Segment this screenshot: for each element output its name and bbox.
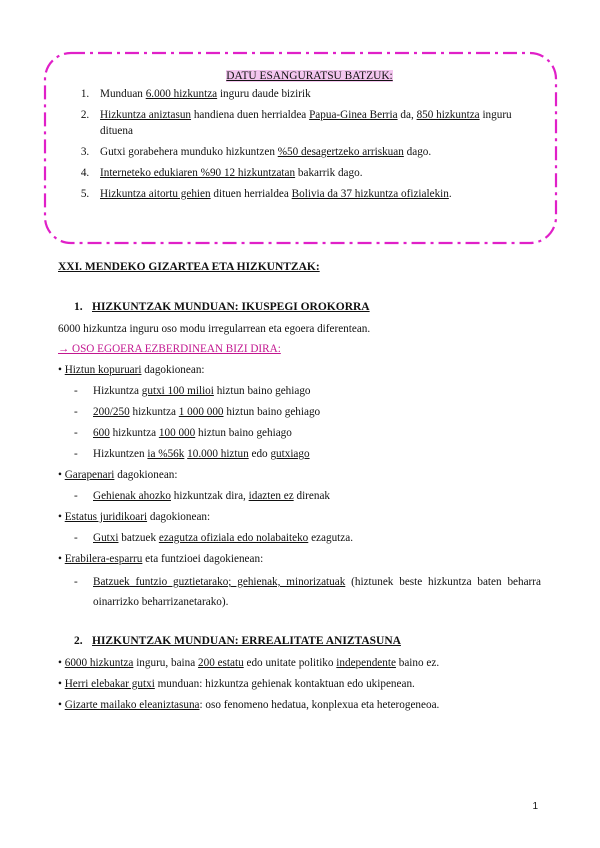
subsection-2-heading: 2. HIZKUNTZAK MUNDUAN: ERREALITATE ANIZTASUNA [74,635,401,647]
list-item: • Gizarte mailako eleaniztasuna: oso fenomeno hedatua, konplexua eta heterogeneoa. [58,699,440,711]
subsection-1-title: HIZKUNTZAK MUNDUAN: IKUSPEGI OROKORRA [92,301,370,313]
arrow-note: → OSO EGOERA EZBERDINEAN BIZI DIRA: [58,343,281,355]
dash-item: - 600 hizkuntza 100 000 hiztun baino gehiago [74,427,292,439]
dash-item: - Batzuek funtzio guztietarako; gehienak, minorizatuak (hiztunek beste hizkuntza baten beharra oinarrizko beharrizanetarako). [74,576,541,608]
dash-item: - Hizkuntza gutxi 100 milioi hiztun baino gehiago [74,385,311,397]
box-title: DATU ESANGURATSU BATZUK: [226,70,393,82]
dash-item: - 200/250 hizkuntza 1 000 000 hiztun baino gehiago [74,406,321,418]
fact-item-1: 1. Munduan 6.000 hizkuntza inguru daude bizirik [92,86,547,102]
dash-item: - Gutxi batzuek ezagutza ofiziala edo nolabaiteko ezagutza. [74,532,353,544]
section-title: XXI. MENDEKO GIZARTEA ETA HIZKUNTZAK: [58,261,320,273]
subsection-1-heading: 1. HIZKUNTZAK MUNDUAN: IKUSPEGI OROKORRA [74,301,370,313]
bullet-development: • Garapenari dagokionean: [58,469,178,481]
key-facts-list [62,86,547,202]
fact-item-3: 3. Gutxi gorabehera munduko hizkuntzen %50 desagertzeko arriskuan dago. [92,144,547,160]
page-number: 1 [532,801,538,812]
key-facts-box [62,68,547,207]
subsection-1-intro: 6000 hizkuntza inguru oso modu irregularrean eta egoera diferentean. [58,323,371,335]
dash-item: - Hizkuntzen ia %56k 10.000 hiztun edo gutxiago [74,448,310,460]
subsection-2-title: HIZKUNTZAK MUNDUAN: ERREALITATE ANIZTASUNA [92,635,401,647]
bullet-legal-status: • Estatus juridikoari dagokionean: [58,511,211,523]
fact-item-4: 4. Interneteko edukiaren %90 12 hizkuntzatan bakarrik dago. [92,165,547,181]
list-item: • Herri elebakar gutxi munduan: hizkuntza gehienak kontaktuan edo ukipenean. [58,678,415,690]
list-item: • 6000 hizkuntza inguru, baina 200 estatu edo unitate politiko independente baino ez. [58,657,440,669]
fact-item-5: 5. Hizkuntza aitortu gehien dituen herrialdea Bolivia da 37 hizkuntza ofizialekin. [92,186,547,202]
bullet-usage-domain: • Erabilera-esparru eta funtzioei dagokienean: [58,553,264,565]
bullet-speakers: • Hiztun kopuruari dagokionean: [58,364,205,376]
dash-item: - Gehienak ahozko hizkuntzak dira, idazten ez direnak [74,490,331,502]
fact-item-2: 2. Hizkuntza aniztasun handiena duen herrialdea Papua-Ginea Berria da, 850 hizkuntza inguru dituena [92,107,547,139]
